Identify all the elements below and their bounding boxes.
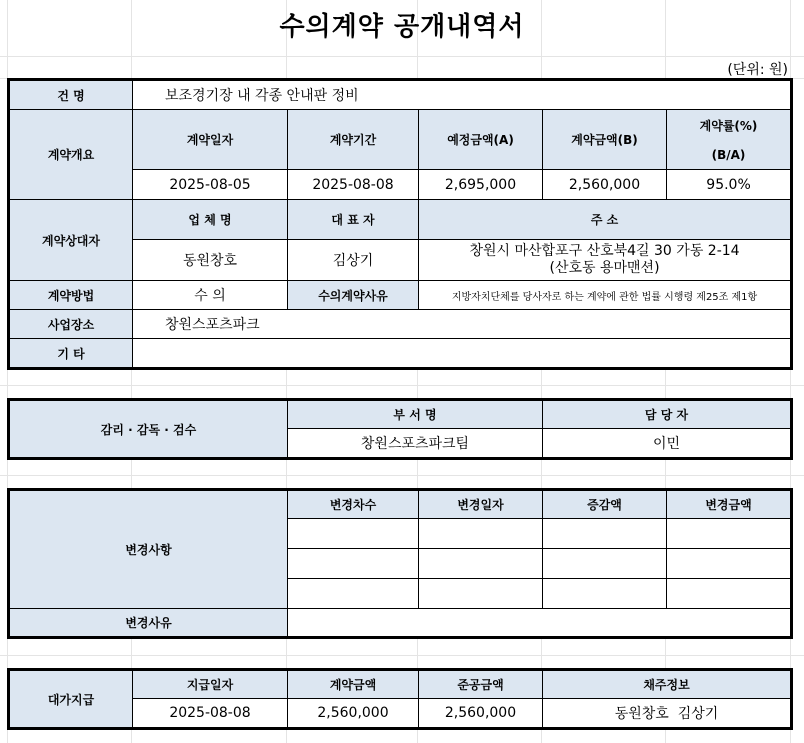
payment-table	[7, 668, 793, 730]
unit-note: (단위: 원)	[727, 62, 788, 78]
change-reason-label: 변경사유	[9, 609, 288, 638]
change-reason	[288, 609, 792, 638]
site-label: 사업장소	[9, 310, 133, 339]
supervision-table	[7, 398, 793, 460]
change-date-header: 변경일자	[419, 490, 543, 519]
contract-period-header: 계약기간	[288, 110, 419, 170]
overview-label: 계약개요	[9, 110, 133, 200]
payment-label: 대가지급	[9, 670, 133, 729]
method-label: 계약방법	[9, 281, 133, 310]
change-cell	[288, 549, 419, 579]
change-cell	[543, 579, 667, 609]
change-cell	[667, 579, 792, 609]
completion-amount: 2,560,000	[419, 699, 543, 729]
company-header: 업 체 명	[133, 200, 288, 240]
address-line1: 창원시 마산합포구 산호북4길 30 가동 2-14	[469, 243, 740, 259]
changes-table	[7, 488, 793, 639]
change-cell	[288, 519, 419, 549]
contract-table	[7, 78, 793, 370]
contract-date-header: 계약일자	[133, 110, 288, 170]
business-site: 창원스포츠파크	[133, 310, 792, 339]
etc-label: 기 타	[9, 339, 133, 369]
contract-name-label: 건 명	[9, 80, 133, 110]
contract-reason: 지방자치단체를 당사자로 하는 계약에 관한 법률 시행령 제25조 제1항	[419, 281, 792, 310]
payment-date-header: 지급일자	[133, 670, 288, 699]
creditor-header: 채주정보	[543, 670, 792, 699]
company-address	[419, 240, 792, 281]
change-cell	[543, 549, 667, 579]
changed-amount-header: 변경금액	[667, 490, 792, 519]
department-header: 부 서 명	[288, 400, 543, 429]
payment-date: 2025-08-08	[133, 699, 288, 729]
contract-amount: 2,560,000	[543, 170, 667, 200]
change-cell	[419, 549, 543, 579]
supervision-label: 감리 · 감독 · 검수	[9, 400, 288, 459]
rate-header-line2: (B/A)	[711, 148, 746, 162]
estimated-amount: 2,695,000	[419, 170, 543, 200]
change-cell	[667, 519, 792, 549]
change-cell	[419, 519, 543, 549]
person-in-charge: 이민	[543, 429, 792, 459]
change-cell	[288, 579, 419, 609]
completion-amount-header: 준공금액	[419, 670, 543, 699]
contract-period: 2025-08-08	[288, 170, 419, 200]
company-name: 동원창호	[133, 240, 288, 281]
changes-label: 변경사항	[9, 490, 288, 609]
creditor-info: 동원창호 김상기	[543, 699, 792, 729]
address-line2: (산호동 용마맨션)	[549, 260, 660, 276]
change-round-header: 변경차수	[288, 490, 419, 519]
representative-header: 대 표 자	[288, 200, 419, 240]
contract-name: 보조경기장 내 각종 안내판 정비	[133, 80, 792, 110]
contract-rate-header	[667, 110, 792, 170]
payment-contract-amount: 2,560,000	[288, 699, 419, 729]
reason-label: 수의계약사유	[288, 281, 419, 310]
contract-amount-header: 계약금액(B)	[543, 110, 667, 170]
department-name: 창원스포츠파크팀	[288, 429, 543, 459]
contract-method: 수 의	[133, 281, 288, 310]
contract-date: 2025-08-05	[133, 170, 288, 200]
payment-contract-amount-header: 계약금액	[288, 670, 419, 699]
change-cell	[419, 579, 543, 609]
estimated-amount-header: 예정금액(A)	[419, 110, 543, 170]
representative-name: 김상기	[288, 240, 419, 281]
change-cell	[543, 519, 667, 549]
change-delta-header: 증감액	[543, 490, 667, 519]
person-header: 담 당 자	[543, 400, 792, 429]
page-title: 수의계약 공개내역서	[279, 12, 525, 42]
counterparty-label: 계약상대자	[9, 200, 133, 281]
contract-rate: 95.0%	[667, 170, 792, 200]
address-header: 주 소	[419, 200, 792, 240]
rate-header-line1: 계약률(%)	[699, 119, 758, 133]
change-cell	[667, 549, 792, 579]
etc-value	[133, 339, 792, 369]
